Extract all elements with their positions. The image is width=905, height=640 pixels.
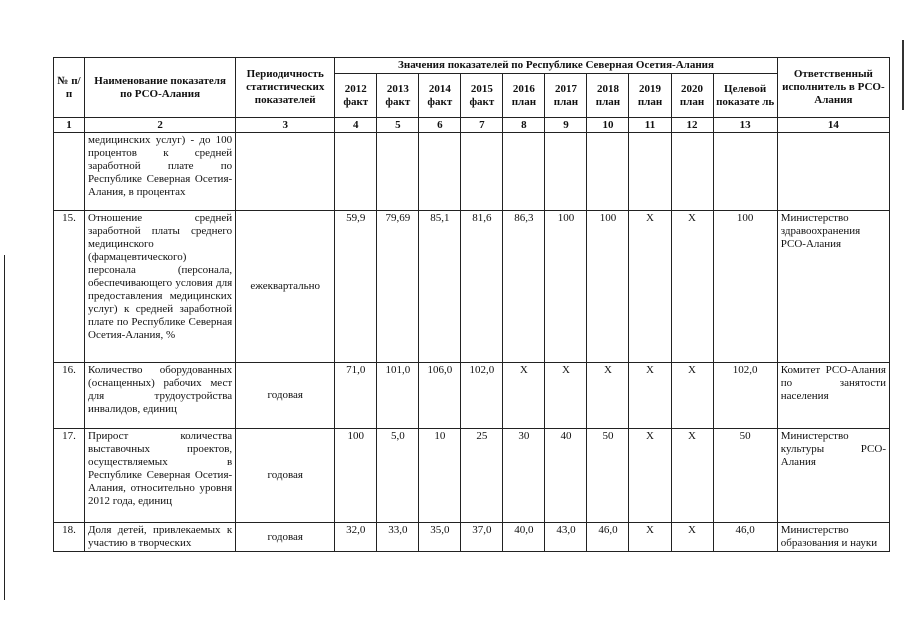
row-name: Количество оборудованных (оснащенных) рабочих мест для трудоустройства инвалидов, единиц xyxy=(85,363,236,429)
row-name: Прирост количества выставочных проектов, осуществляемых в Республике Северная Осетия-Алания, относительно уровня 2012 года, единиц xyxy=(85,429,236,523)
header-values-group: Значения показателей по Республике Северная Осетия-Алания xyxy=(335,58,777,74)
column-number: 6 xyxy=(419,118,461,133)
row-value: Х xyxy=(629,363,671,429)
row-value: 40,0 xyxy=(503,523,545,552)
row-value: 81,6 xyxy=(461,211,503,363)
row-value: 37,0 xyxy=(461,523,503,552)
row-responsible xyxy=(777,133,889,211)
row-name: Отношение средней заработной платы среднего медицинского (фармацевтического) персонала (персонала, обеспечивающего условия для предоставления медицинских услуг) к средней заработной плате по Республике Северная Осетия-Алания, % xyxy=(85,211,236,363)
row-name: медицинских услуг) - до 100 процентов к средней заработной плате по Республике Северная Осетия-Алания, в процентах xyxy=(85,133,236,211)
row-value: 100 xyxy=(335,429,377,523)
row-period xyxy=(236,133,335,211)
row-value: 59,9 xyxy=(335,211,377,363)
table-row xyxy=(54,429,890,523)
row-value xyxy=(587,133,629,211)
table-header xyxy=(54,58,890,118)
row-value: Х xyxy=(545,363,587,429)
scan-edge-line xyxy=(4,255,5,600)
indicators-table xyxy=(53,57,890,552)
row-value: 46,0 xyxy=(587,523,629,552)
row-value: 32,0 xyxy=(335,523,377,552)
row-period: годовая xyxy=(236,523,335,552)
table-row xyxy=(54,523,890,552)
header-year: 2013 факт xyxy=(377,74,419,118)
row-responsible: Министерство образования и науки xyxy=(777,523,889,552)
column-number: 4 xyxy=(335,118,377,133)
row-period: годовая xyxy=(236,429,335,523)
header-year: 2016 план xyxy=(503,74,545,118)
row-responsible: Министерство здравоохранения РСО-Алания xyxy=(777,211,889,363)
row-value: 101,0 xyxy=(377,363,419,429)
column-number: 1 xyxy=(54,118,85,133)
row-value xyxy=(377,133,419,211)
row-target: 102,0 xyxy=(713,363,777,429)
header-num: № п/п xyxy=(54,58,85,118)
row-value: 100 xyxy=(545,211,587,363)
row-period: ежеквартально xyxy=(236,211,335,363)
column-number: 5 xyxy=(377,118,419,133)
row-value xyxy=(335,133,377,211)
row-num xyxy=(54,133,85,211)
row-value: 43,0 xyxy=(545,523,587,552)
row-value: 100 xyxy=(587,211,629,363)
header-year: 2020 план xyxy=(671,74,713,118)
row-value: Х xyxy=(587,363,629,429)
row-target: 50 xyxy=(713,429,777,523)
row-value: Х xyxy=(671,211,713,363)
row-num: 16. xyxy=(54,363,85,429)
row-value xyxy=(545,133,587,211)
table-row xyxy=(54,211,890,363)
row-responsible: Комитет РСО-Алания по занятости населения xyxy=(777,363,889,429)
row-num: 18. xyxy=(54,523,85,552)
column-number: 11 xyxy=(629,118,671,133)
column-number: 8 xyxy=(503,118,545,133)
table-row xyxy=(54,363,890,429)
header-year: 2018 план xyxy=(587,74,629,118)
column-number: 13 xyxy=(713,118,777,133)
row-value: 5,0 xyxy=(377,429,419,523)
column-number: 12 xyxy=(671,118,713,133)
row-value: Х xyxy=(629,523,671,552)
row-value xyxy=(671,133,713,211)
row-value: 102,0 xyxy=(461,363,503,429)
row-value: 30 xyxy=(503,429,545,523)
row-value: 50 xyxy=(587,429,629,523)
header-year: 2014 факт xyxy=(419,74,461,118)
column-number: 2 xyxy=(85,118,236,133)
row-value: 33,0 xyxy=(377,523,419,552)
row-value: Х xyxy=(503,363,545,429)
row-value: 79,69 xyxy=(377,211,419,363)
row-value: 106,0 xyxy=(419,363,461,429)
header-period: Периодичность статистических показателей xyxy=(236,58,335,118)
column-number: 10 xyxy=(587,118,629,133)
row-value: 86,3 xyxy=(503,211,545,363)
scan-edge-mark xyxy=(902,40,904,110)
row-value: 71,0 xyxy=(335,363,377,429)
row-value: Х xyxy=(629,211,671,363)
column-number-row xyxy=(54,118,890,133)
column-number: 3 xyxy=(236,118,335,133)
row-num: 15. xyxy=(54,211,85,363)
row-value: 85,1 xyxy=(419,211,461,363)
row-value xyxy=(419,133,461,211)
header-target: Целевой показате ль xyxy=(713,74,777,118)
header-year: 2017 план xyxy=(545,74,587,118)
column-number: 7 xyxy=(461,118,503,133)
row-value xyxy=(461,133,503,211)
row-target xyxy=(713,133,777,211)
row-value xyxy=(629,133,671,211)
column-number: 14 xyxy=(777,118,889,133)
row-value: 40 xyxy=(545,429,587,523)
row-responsible: Министерство культуры РСО-Алания xyxy=(777,429,889,523)
row-value: Х xyxy=(671,429,713,523)
table-row xyxy=(54,133,890,211)
row-target: 46,0 xyxy=(713,523,777,552)
row-value xyxy=(503,133,545,211)
header-year: 2019 план xyxy=(629,74,671,118)
row-value: 10 xyxy=(419,429,461,523)
row-name: Доля детей, привлекаемых к участию в творческих xyxy=(85,523,236,552)
row-num: 17. xyxy=(54,429,85,523)
row-target: 100 xyxy=(713,211,777,363)
row-period: годовая xyxy=(236,363,335,429)
header-responsible: Ответственный исполнитель в РСО-Алания xyxy=(777,58,889,118)
header-name: Наименование показателя по РСО-Алания xyxy=(85,58,236,118)
header-year: 2015 факт xyxy=(461,74,503,118)
column-number: 9 xyxy=(545,118,587,133)
row-value: 35,0 xyxy=(419,523,461,552)
row-value: 25 xyxy=(461,429,503,523)
row-value: Х xyxy=(671,363,713,429)
header-year: 2012 факт xyxy=(335,74,377,118)
row-value: Х xyxy=(671,523,713,552)
row-value: Х xyxy=(629,429,671,523)
